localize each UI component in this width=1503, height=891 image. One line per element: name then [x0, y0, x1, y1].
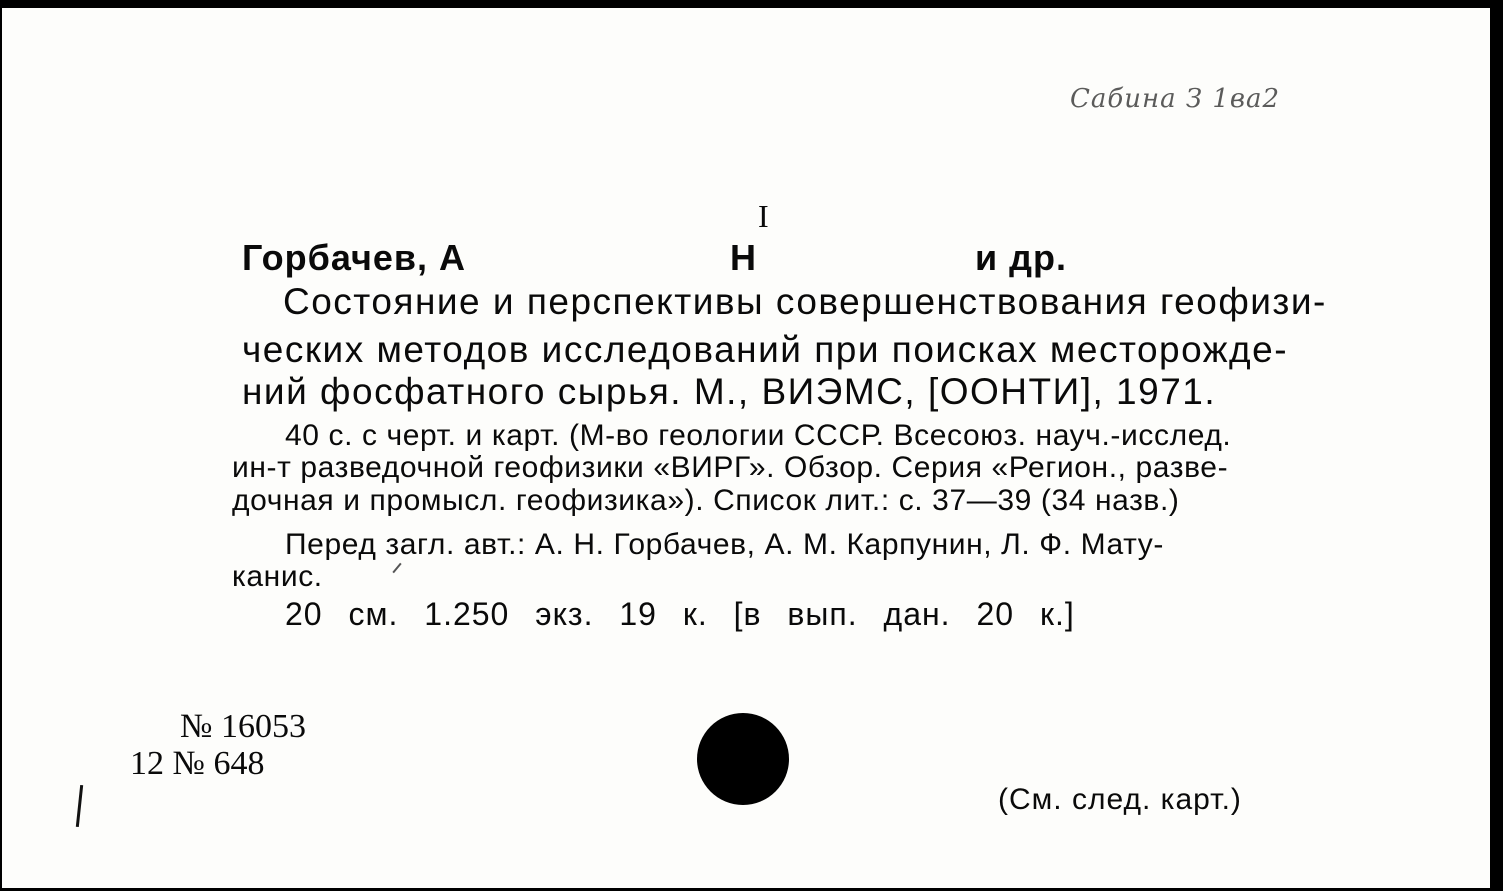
- scan-border: [1490, 0, 1503, 891]
- et-al: и др.: [975, 237, 1067, 278]
- roman-numeral: I: [758, 198, 769, 234]
- author-surname: Горбачев, А: [242, 237, 467, 278]
- author-initial: Н: [730, 237, 756, 278]
- description-line: канис.: [232, 560, 323, 593]
- description-line: ин-т разведочной геофизики «ВИРГ». Обзор. Серия «Регион., разве-: [232, 451, 1229, 484]
- catalog-number: 12 № 648: [130, 745, 265, 782]
- description-line: Перед загл. авт.: А. Н. Горбачев, А. М. Карпунин, Л. Ф. Мату-: [285, 528, 1164, 561]
- handwritten-note: Сабина З 1ва2: [1070, 84, 1281, 114]
- continued-note: (См. след. карт.): [998, 783, 1242, 816]
- title-line: Состояние и перспективы совершенствования геофизи-: [283, 281, 1327, 322]
- title-line: ний фосфатного сырья. М., ВИЭМС, [ООНТИ], 1971.: [242, 371, 1217, 412]
- description-line: 40 с. с черт. и карт. (М-во геологии СССР. Всесоюз. науч.-исслед.: [285, 419, 1232, 452]
- title-line: ческих методов исследований при поисках месторожде-: [242, 329, 1289, 370]
- punch-hole: [697, 713, 789, 805]
- description-line: дочная и промысл. геофизика»). Список лит.: с. 37—39 (34 назв.): [232, 484, 1180, 517]
- price-line: 20 см. 1.250 экз. 19 к. [в вып. дан. 20 к.]: [285, 596, 1075, 632]
- catalog-number: № 16053: [180, 708, 306, 745]
